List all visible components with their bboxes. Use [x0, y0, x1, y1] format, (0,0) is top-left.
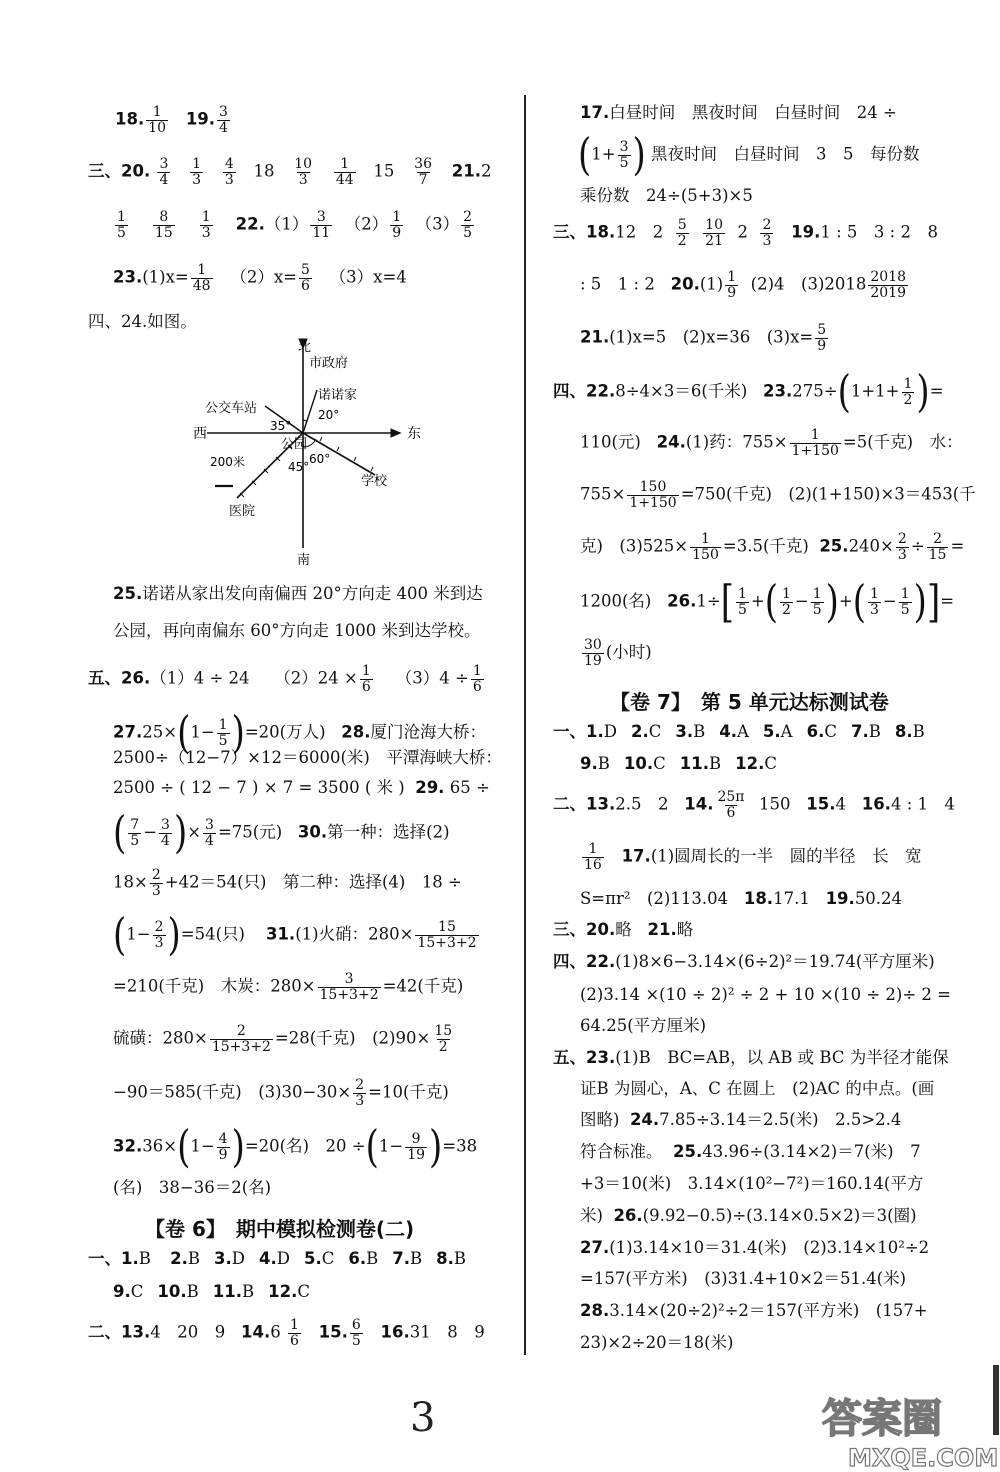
choice-answer [631, 722, 661, 741]
question-number: 9. [580, 754, 598, 773]
answer-line: $\frac{1}{5}$ $\frac{8}{15}$ $\frac{1}{3}$ 22.（1） $\frac{3}{11}$ （2） $\frac{1}{9}$ （3） $\frac{2}{5}$ [117, 209, 473, 241]
label-north: 北 [298, 340, 312, 355]
answer-letter: B [410, 1249, 423, 1268]
answer-line: 三、20.略 21.略 [553, 920, 694, 939]
choice-answer [392, 1249, 422, 1268]
question-number: 2. [630, 722, 649, 741]
answer-line: 21.(1)x=5 (2)x=36 (3)x= $\frac{5}{9}$ [580, 322, 827, 354]
answer-line: 四、22.8÷4×3＝6(千米) 23.275÷(1+1+ $\frac{1}{2}$ )= [553, 366, 944, 418]
question-number: 4. [259, 1249, 277, 1268]
answer-line: 一、1.B 2.B 3.D 4.D 5.C 6.B 7.B 8.B [88, 1249, 467, 1268]
answer-line: =157(平方米) (3)31.4+10×2＝51.4(米) [580, 1269, 907, 1288]
choice-answer [580, 754, 610, 773]
answer-letter: C [653, 754, 666, 773]
question-number: 3. [675, 722, 694, 741]
answer-line: 克) (3)525× $\frac{1}{150}$ =3.5(千克) 25.240× $\frac{2}{3}$ ÷ $\frac{2}{15}$ = [580, 531, 965, 563]
choice-answer [214, 1249, 245, 1268]
answer-line: 图略) 24.7.85÷3.14＝2.5(米) 2.5>2.4 [580, 1110, 902, 1129]
answer-line: : 5 1 : 2 20.(1) $\frac{1}{9}$ (2)4 (3)2018 $\frac{2018}{2019}$ [580, 269, 907, 301]
fraction: $\frac{3}{4}$ [219, 104, 228, 136]
answer-line: 二、13.4 20 9 14.6 $\frac{1}{6}$ 15. $\frac{6}{5}$ 16.31 8 9 [88, 1317, 485, 1349]
answer-line: 2500÷（12−7）×12＝6000(米) 平潭海峡大桥： [113, 748, 502, 767]
label-hospital: 医院 [229, 504, 256, 519]
answer-letter: B [693, 722, 706, 741]
home-line [303, 390, 317, 433]
answer-letter: B [186, 1282, 199, 1301]
answer-letter: C [824, 722, 837, 741]
answer-letter: C [321, 1249, 335, 1268]
answer-line: 18. $\frac{1}{10}$ 19. $\frac{3}{4}$ [115, 104, 228, 136]
section-heading: 【卷 6】 期中模拟检测卷(二) [145, 1217, 415, 1241]
question-number: 9. [113, 1282, 131, 1301]
choice-answer [675, 722, 705, 741]
answer-letter: A [737, 722, 749, 741]
choice-answer [807, 722, 837, 741]
choice-answer [680, 754, 721, 773]
answer-line: 18× $\frac{2}{3}$ +42＝54(只) 第二种：选择(4) 18 ÷ [113, 867, 462, 899]
answer-line: 1200(名) 26.1÷[ $\frac{1}{5}$ +( $\frac{1}{2}$ − $\frac{1}{5}$ )+( $\frac{1}{3}$ − $\frac{1}{5}$ )]= [580, 576, 955, 628]
answer-line: 米) 26.(9.92−0.5)÷(3.14×0.5×2)＝3(圈) [580, 1206, 917, 1225]
answer-letter: C [297, 1282, 310, 1301]
section-heading: 【卷 7】 第 5 单元达标测试卷 [610, 690, 889, 714]
label-school: 学校 [361, 474, 388, 489]
answer-line: 32.36×(1− $\frac{4}{9}$ )=20(名) 20 ÷(1− $\frac{9}{19}$ )=38 [113, 1121, 478, 1173]
label-a45: 45° [288, 460, 310, 474]
svg-text:MXQE.COM: MXQE.COM [848, 1444, 998, 1472]
answer-line: =210(千克) 木炭：280× $\frac{3}{15+3+2}$ =42(千克) [113, 971, 464, 1003]
answer-letter: C [764, 754, 777, 773]
choice-answer [763, 722, 793, 741]
choice-answer [348, 1249, 378, 1268]
answer-line: S=πr² (2)113.04 18.17.1 19.50.24 [580, 889, 903, 908]
answer-line: 三、18.12 2 $\frac{5}{2}$ $\frac{10}{21}$ 2 $\frac{2}{3}$ 19.1 : 5 3 : 2 8 [553, 217, 938, 249]
answer-line: 23.(1)x= $\frac{1}{48}$ （2）x= $\frac{5}{6}$ （3）x=4 [113, 262, 407, 294]
choice-answer [259, 1249, 290, 1268]
fraction: $\frac{1}{10}$ [148, 104, 167, 136]
label-home: 诺诺家 [318, 388, 358, 403]
answer-line: 二、13.2.5 2 14. $\frac{25\pi}{6}$ 150 15.4 16.4 : 1 4 [553, 789, 955, 821]
choice-answer [851, 722, 881, 741]
question-number: 12. [268, 1282, 298, 1301]
answer-line: 23)×2÷20＝18(米) [580, 1333, 734, 1352]
answer-line: 755× $\frac{150}{1+150}$ =750(千克) (2)(1+150)×3＝453(千 [580, 479, 976, 511]
answer-line: 四、24.如图。 [88, 312, 197, 331]
answer-line: 三、20. $\frac{3}{4}$ $\frac{1}{3}$ $\frac{4}{3}$ 18 $\frac{10}{3}$ $\frac{1}{44}$ 15 $\frac{36}{7}$ 21.2 [88, 156, 492, 188]
question-number: 11. [212, 1282, 242, 1301]
answer-line [553, 724, 939, 741]
answer-line: (1− $\frac{2}{3}$ )=54(只) 31.(1)火硝：280× $\frac{15}{15+3+2}$ [113, 909, 477, 961]
label-bus: 公交车站 [205, 401, 258, 416]
question-number: 7. [392, 1249, 411, 1268]
label-south: 南 [297, 553, 311, 568]
answer-letter: D [603, 722, 617, 741]
question-number: 3. [214, 1249, 232, 1268]
choice-answer [268, 1282, 310, 1301]
answer-line: 五、26.（1）4 ÷ 24 （2）24 × $\frac{1}{6}$ （3）4 ÷ $\frac{1}{6}$ [88, 663, 482, 695]
question-number: 6. [806, 722, 825, 741]
answer-letter: B [366, 1249, 379, 1268]
answer-letter: B [241, 1282, 255, 1301]
watermark-logo [792, 1384, 998, 1472]
label-gov: 市政府 [309, 356, 349, 371]
label-a20: 20° [318, 408, 340, 422]
answer-line: 17.白昼时间 黑夜时间 白昼时间 24 ÷ [580, 103, 897, 122]
column-divider [524, 95, 526, 1355]
answer-line: −90＝585(千克) (3)30−30× $\frac{2}{3}$ =10(千克) [113, 1077, 449, 1109]
choice-answer [170, 1249, 200, 1268]
question-number: 8. [436, 1249, 454, 1268]
answer-letter: A [780, 722, 793, 741]
answer-letter: C [130, 1282, 144, 1301]
answer-line: 硫磺：280× $\frac{2}{15+3+2}$ =28(千克) (2)90× $\frac{15}{2}$ [113, 1023, 453, 1055]
answer-line: 27.(1)3.14×10＝31.4(米) (2)3.14×10²÷2 [580, 1238, 930, 1257]
question-number: 11. [679, 754, 709, 773]
direction-map [185, 338, 430, 570]
answer-line: 27.25×(1− $\frac{1}{5}$ )=20(万人) 28.厦门沧海大桥： [113, 707, 487, 759]
answer-letter: B [597, 754, 610, 773]
answer-line: 64.25(平方厘米) [580, 1016, 707, 1035]
page-number: 3 [410, 1395, 436, 1441]
answer-line: 25.诺诺从家出发向南偏西 20°方向走 400 米到达 [113, 584, 483, 603]
choice-answer [735, 754, 777, 773]
answer-letter: B [708, 754, 722, 773]
question-number: 5. [304, 1249, 322, 1268]
choice-answer [895, 722, 925, 741]
answer-line [113, 1284, 324, 1301]
answer-line: 符合标准。 25.43.96÷(3.14×2)＝7(米) 7 [580, 1142, 921, 1161]
choice-answer [553, 722, 617, 741]
answer-letter: B [453, 1249, 467, 1268]
answer-letter: B [912, 722, 925, 741]
answer-line: ( $\frac{7}{5}$ − $\frac{3}{4}$ )× $\frac{3}{4}$ =75(元) 30.第一种：选择(2) [113, 807, 450, 859]
answer-line: 2500 ÷ ( 12 − 7 ) × 7 = 3500 ( 米 ) 29. 65 ÷ [113, 778, 490, 797]
question-number: 2. [170, 1249, 188, 1268]
choice-answer [436, 1249, 466, 1268]
label-park: 公园 [281, 437, 308, 452]
answer-line: 110(元) 24.(1)药：755× $\frac{1}{1+150}$ =5(千克) 水： [580, 427, 963, 459]
choice-answer [157, 1282, 198, 1301]
svg-text:答案圈: 答案圈 [822, 1396, 942, 1442]
answer-line: +3＝10(米) 3.14×(10²−7²)＝160.14(平方 [580, 1174, 924, 1193]
answer-line: $\frac{30}{19}$ (小时) [584, 637, 652, 669]
answer-line: 乘份数 24÷(5+3)×5 [580, 186, 753, 205]
question-number: 4. [719, 722, 737, 741]
answer-line: 五、23.(1)B BC=AB，以 AB 或 BC 为半径才能保 [553, 1048, 949, 1067]
label-west: 西 [193, 426, 207, 442]
question-number: 10. [623, 754, 654, 773]
choice-answer [624, 754, 666, 773]
answer-line: 公园，再向南偏东 60°方向走 1000 米到达学校。 [113, 621, 481, 640]
answer-line: (1+ $\frac{3}{5}$ ) 黑夜时间 白昼时间 3 5 每份数 [578, 129, 920, 181]
label-a35: 35° [270, 419, 292, 433]
question-number: 一、1. [553, 722, 604, 741]
answer-letter: C [648, 722, 662, 741]
answer-letter: D [276, 1249, 290, 1268]
choice-answer [213, 1282, 254, 1301]
label-a60: 60° [309, 452, 331, 466]
choice-answer [113, 1282, 143, 1301]
question-number: 7. [850, 722, 869, 741]
choice-answer [719, 722, 749, 741]
answer-letter: B [868, 722, 881, 741]
answer-line: $\frac{1}{16}$ 17.(1)圆周长的一半 圆的半径 长 宽 [584, 841, 922, 873]
answer-line: 四、22.(1)8×6−3.14×(6÷2)²＝19.74(平方厘米) [553, 952, 935, 971]
question-number: 5. [762, 722, 781, 741]
answer-line: 证B 为圆心，A、C 在圆上 (2)AC 的中点。(画 [580, 1079, 935, 1098]
answer-line: (2)3.14 ×(10 ÷ 2)² ÷ 2 + 10 ×(10 ÷ 2)÷ 2 = [580, 985, 951, 1004]
answer-letter: B [187, 1249, 201, 1268]
question-number: 12. [735, 754, 765, 773]
question-number: 6. [348, 1249, 367, 1268]
label-east: 东 [407, 426, 421, 442]
question-number: 10. [157, 1282, 187, 1301]
answer-line: 28.3.14×(20÷2)²÷2＝157(平方米) (157+ [580, 1301, 928, 1320]
choice-answer [304, 1249, 334, 1268]
answer-letter: D [231, 1249, 246, 1268]
question-number: 8. [894, 722, 913, 741]
answer-line [580, 756, 791, 773]
answer-line: (名) 38−36＝2(名) [113, 1178, 272, 1197]
label-scale: 200米 [210, 455, 245, 469]
